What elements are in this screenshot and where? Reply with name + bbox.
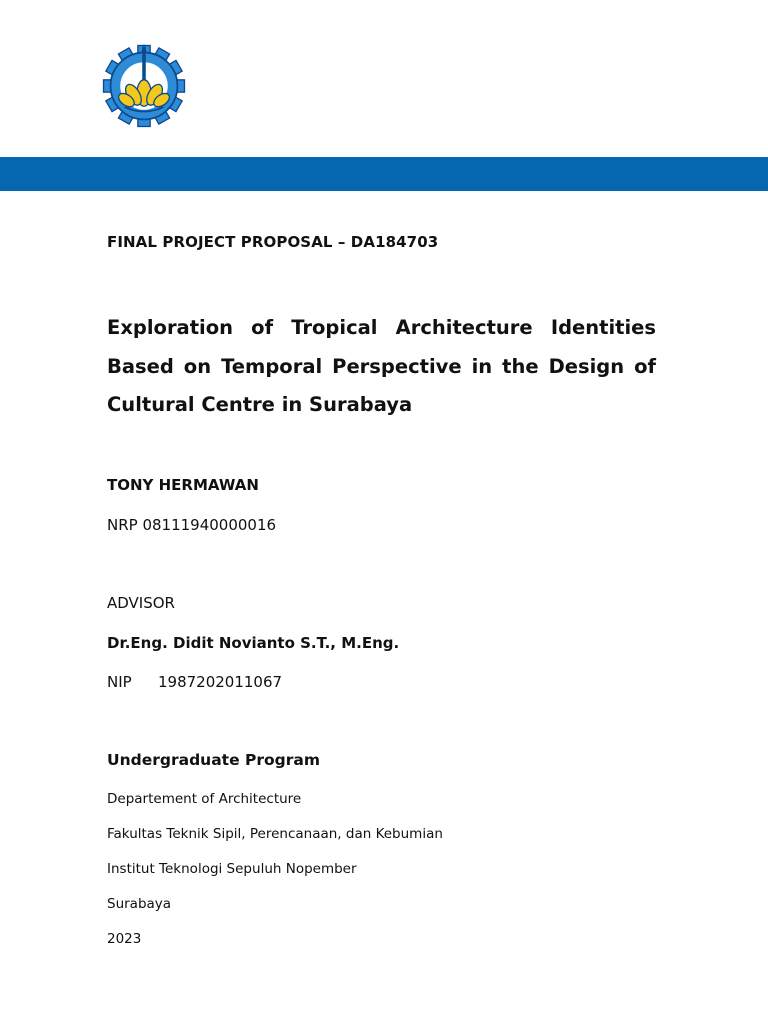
- its-logo-icon: [100, 42, 188, 130]
- year-line: 2023: [107, 931, 142, 947]
- nip-value: 1987202011067: [158, 673, 283, 691]
- nip-label: NIP: [107, 673, 132, 691]
- advisor-label: ADVISOR: [107, 594, 175, 612]
- city-line: Surabaya: [107, 896, 172, 912]
- advisor-name: Dr.Eng. Didit Novianto S.T., M.Eng.: [107, 634, 400, 652]
- author-name: TONY HERMAWAN: [107, 476, 259, 494]
- department-line: Departement of Architecture: [107, 791, 302, 807]
- institute-line: Institut Teknologi Sepuluh Nopember: [107, 861, 357, 877]
- program-title: Undergraduate Program: [107, 751, 320, 769]
- document-title: Exploration of Tropical Architecture Identities Based on Temporal Perspective in the Design of Cultural Centre in Surabaya: [107, 316, 656, 416]
- faculty-line: Fakultas Teknik Sipil, Perencanaan, dan Kebumian: [107, 826, 443, 842]
- author-nrp: NRP 08111940000016: [107, 516, 277, 534]
- header-band: [0, 157, 768, 191]
- proposal-code-line: FINAL PROJECT PROPOSAL – DA184703: [107, 233, 439, 251]
- advisor-nip: [107, 673, 282, 691]
